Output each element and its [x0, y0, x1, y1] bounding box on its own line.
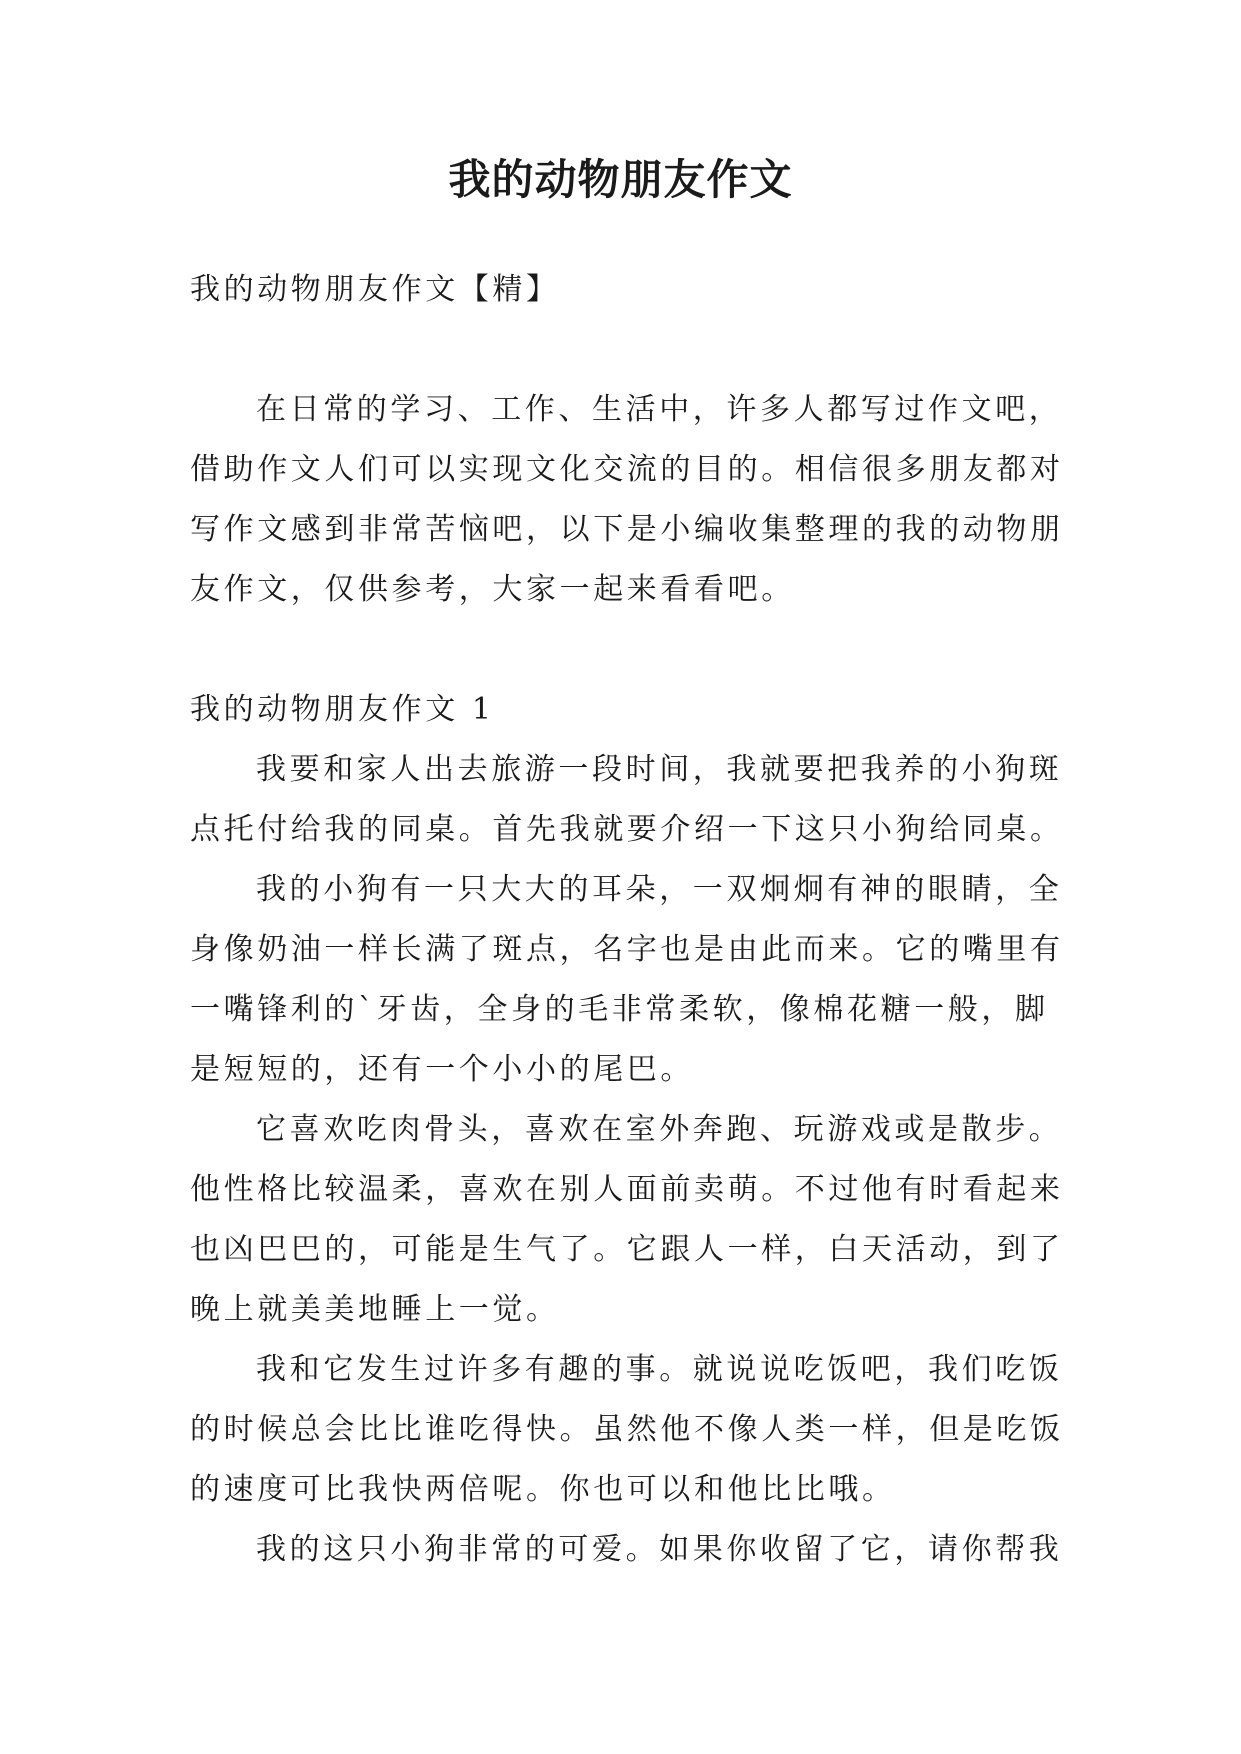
- paragraph-line: 他性格比较温柔，喜欢在别人面前卖萌。不过他有时看起来: [190, 1172, 1064, 1207]
- section-heading: 我的动物朋友作文 1: [190, 692, 495, 727]
- essay-paragraph: [190, 1340, 1070, 1520]
- document-subtitle: 我的动物朋友作文【精】: [190, 272, 560, 307]
- intro-line: 借助作文人们可以实现文化交流的目的。相信很多朋友都对: [190, 452, 1064, 487]
- paragraph-line: 的速度可比我快两倍呢。你也可以和他比比哦。: [190, 1472, 896, 1507]
- paragraph-line: 的时候总会比比谁吃得快。虽然他不像人类一样，但是吃饭: [190, 1412, 1064, 1447]
- essay-paragraph: [190, 1100, 1070, 1340]
- paragraph-line: 它喜欢吃肉骨头，喜欢在室外奔跑、玩游戏或是散步。: [256, 1112, 1063, 1147]
- spacer: [190, 620, 1070, 680]
- paragraph-line: 一嘴锋利的`牙齿，全身的毛非常柔软，像棉花糖一般，脚: [190, 992, 1049, 1027]
- intro-paragraph: [190, 380, 1070, 620]
- document-body: [190, 260, 1070, 1580]
- essay-paragraph: [190, 860, 1070, 1100]
- intro-line: 在日常的学习、工作、生活中，许多人都写过作文吧，: [256, 392, 1063, 427]
- paragraph-line: 也凶巴巴的，可能是生气了。它跟人一样，白天活动，到了: [190, 1232, 1064, 1267]
- essay-paragraph: [190, 740, 1070, 860]
- paragraph-line: 我的小狗有一只大大的耳朵，一双炯炯有神的眼睛，全: [256, 872, 1063, 907]
- intro-line: 友作文，仅供参考，大家一起来看看吧。: [190, 572, 795, 607]
- paragraph-line: 晚上就美美地睡上一觉。: [190, 1292, 560, 1327]
- intro-line: 写作文感到非常苦恼吧，以下是小编收集整理的我的动物朋: [190, 512, 1064, 547]
- paragraph-line: 是短短的，还有一个小小的尾巴。: [190, 1052, 694, 1087]
- paragraph-line: 我和它发生过许多有趣的事。就说说吃饭吧，我们吃饭: [256, 1352, 1063, 1387]
- paragraph-line: 我要和家人出去旅游一段时间，我就要把我养的小狗斑: [256, 752, 1063, 787]
- essay-paragraph: [190, 1520, 1070, 1580]
- paragraph-line: 点托付给我的同桌。首先我就要介绍一下这只小狗给同桌。: [190, 812, 1064, 847]
- paragraph-line: 身像奶油一样长满了斑点，名字也是由此而来。它的嘴里有: [190, 932, 1064, 967]
- paragraph-line: 我的这只小狗非常的可爱。如果你收留了它，请你帮我: [256, 1532, 1063, 1567]
- spacer: [190, 320, 1070, 380]
- document-title: 我的动物朋友作文: [448, 155, 793, 204]
